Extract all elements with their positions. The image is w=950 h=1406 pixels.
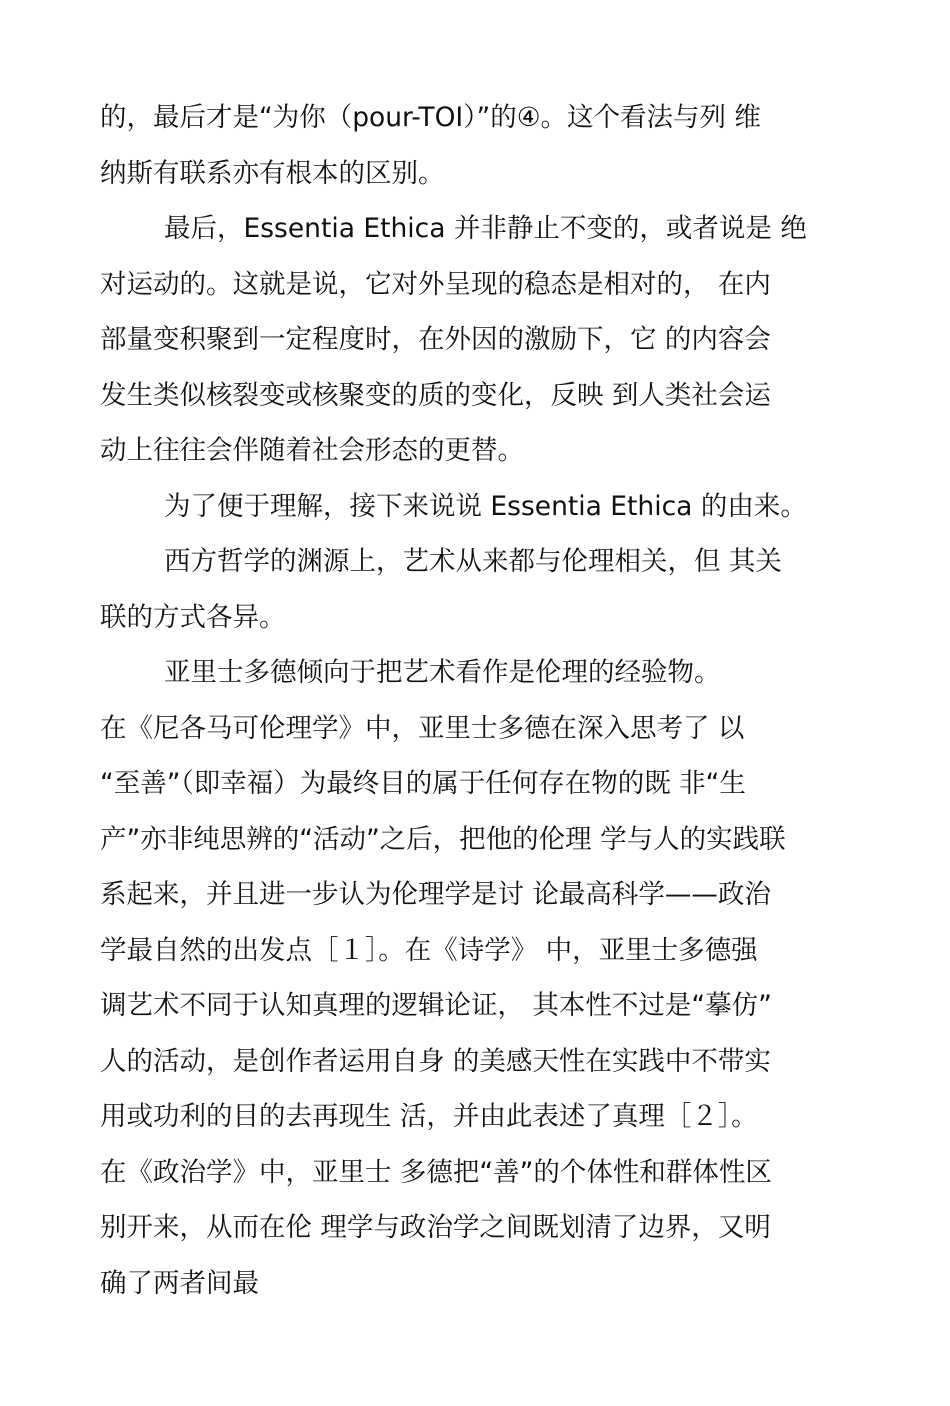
text-line: 调艺术不同于认知真理的逻辑论证， 其本性不过是“摹仿”: [100, 990, 772, 1021]
text-line: 学最自然的出发点［１］。在《诗学》 中，亚里士多德强: [100, 934, 758, 966]
text-line: 的，最后才是“为你（pour-TOI）”的④。这个看法与列 维: [100, 102, 761, 133]
text-line: 用或功利的目的去再现生 活，并由此表述了真理［２］。: [100, 1101, 758, 1132]
paragraph-start-line: 为了便于理解，接下来说说 Essentia Ethica 的由来。: [164, 490, 807, 522]
text-line: 人的活动，是创作者运用自身 的美感天性在实践中不带实: [100, 1045, 771, 1077]
text-line: 产”亦非纯思辨的“活动”之后，把他的伦理 学与人的实践联: [100, 823, 786, 855]
paragraph-start-line: 西方哲学的渊源上，艺术从来都与伦理相关，但 其关: [164, 546, 782, 577]
text-line: 对运动的。这就是说，它对外呈现的稳态是相对的， 在内: [100, 268, 771, 300]
text-line: 发生类似核裂变或核聚变的质的变化，反映 到人类社会运: [100, 379, 771, 411]
text-line: 别开来，从而在伦 理学与政治学之间既划清了边界，又明: [100, 1212, 771, 1243]
text-line: 确了两者间最: [100, 1267, 259, 1299]
text-line: 纳斯有联系亦有根本的区别。: [100, 157, 445, 189]
text-line: 在《尼各马可伦理学》中，亚里士多德在深入思考了 以: [100, 712, 745, 744]
text-line: 联的方式各异。: [100, 601, 286, 633]
body-text: [100, 90, 845, 1311]
paragraph-start-line: 最后，Essentia Ethica 并非静止不变的，或者说是 绝: [164, 213, 807, 244]
paragraph-start-line: 亚里士多德倾向于把艺术看作是伦理的经验物。: [164, 657, 721, 688]
text-line: “至善”（即幸福）为最终目的属于任何存在物的既 非“生: [100, 768, 746, 799]
text-line: 在《政治学》中，亚里士 多德把“善”的个体性和群体性区: [100, 1156, 772, 1188]
text-line: 动上往往会伴随着社会形态的更替。: [100, 435, 524, 466]
text-line: 部量变积聚到一定程度时，在外因的激励下，它 的内容会: [100, 324, 771, 355]
text-line: 系起来，并且进一步认为伦理学是讨 论最高科学——政治: [100, 879, 771, 910]
